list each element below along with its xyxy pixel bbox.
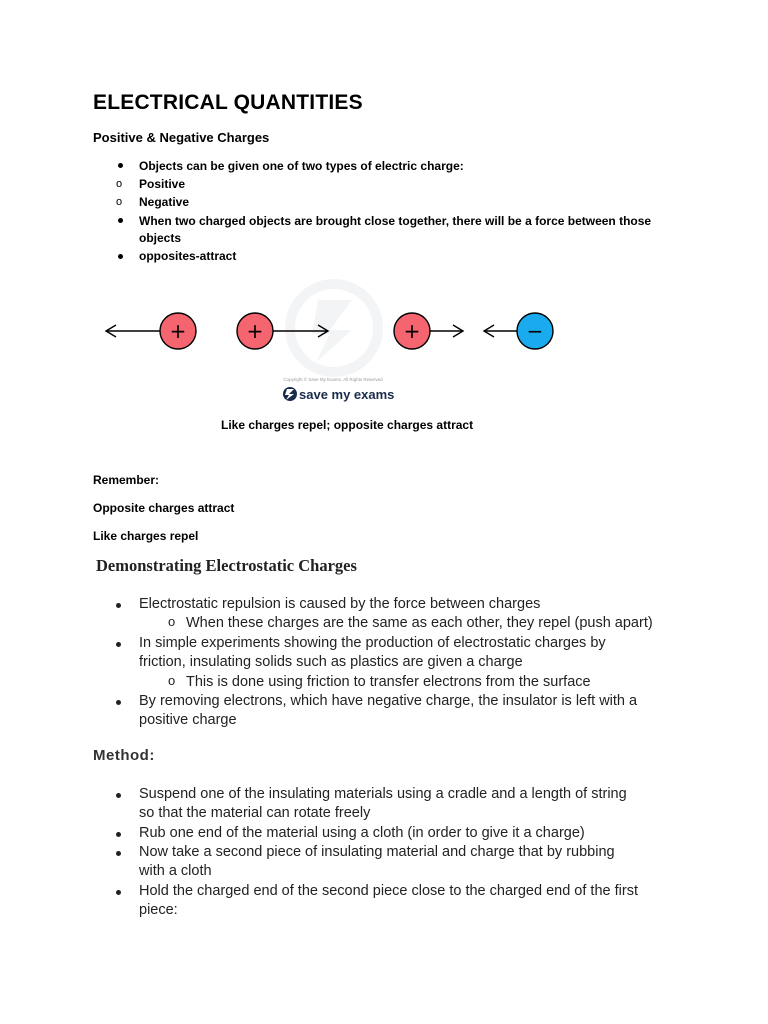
method-heading: Method: <box>93 747 155 764</box>
list-item-continuation: friction, insulating solids such as plastics are given a charge <box>139 654 523 670</box>
list-item: In simple experiments showing the production of electrostatic charges by <box>139 635 606 651</box>
bullet-dot <box>116 603 121 608</box>
list-item: When two charged objects are brought close together, there will be a force between those <box>139 214 652 228</box>
charges-diagram <box>0 0 768 420</box>
list-item: Positive <box>139 177 186 191</box>
list-item: When these charges are the same as each other, they repel (push apart) <box>186 615 653 631</box>
bullet-dot <box>116 851 121 856</box>
list-item: Negative <box>139 195 190 209</box>
save-my-exams-icon <box>283 387 297 401</box>
arrow-left-icon <box>484 325 517 337</box>
plus-sign: + <box>403 319 421 343</box>
watermark-copyright: Copyright © Save My Exams. All Rights Reserved <box>283 377 383 382</box>
watermark-brand: save my exams <box>299 387 395 402</box>
bullet-circle: o <box>116 178 123 190</box>
section-heading-charges: Positive & Negative Charges <box>93 130 270 145</box>
list-item: Electrostatic repulsion is caused by the force between charges <box>139 596 541 612</box>
minus-sign: − <box>526 319 544 343</box>
bullet-dot <box>116 793 121 798</box>
bullet-dot <box>116 832 121 837</box>
list-item-continuation: objects <box>139 231 182 245</box>
list-item: opposites-attract <box>139 249 237 263</box>
bullet-circle: o <box>168 614 176 629</box>
bullet-dot <box>116 700 121 705</box>
watermark-logo-icon <box>290 284 378 372</box>
list-item: Hold the charged end of the second piece close to the charged end of the first <box>139 883 638 899</box>
list-item: Suspend one of the insulating materials using a cradle and a length of string <box>139 786 627 802</box>
arrow-right-icon <box>430 325 463 337</box>
page-title: ELECTRICAL QUANTITIES <box>93 91 363 114</box>
list-item-continuation: positive charge <box>139 712 237 728</box>
diagram-caption: Like charges repel; opposite charges attract <box>221 418 474 432</box>
bullet-circle: o <box>168 673 176 688</box>
plus-sign: + <box>246 319 264 343</box>
list-item-continuation: with a cloth <box>139 863 212 879</box>
arrow-right-icon <box>273 325 328 337</box>
section-heading-demonstrating: Demonstrating Electrostatic Charges <box>96 556 357 575</box>
list-item-continuation: so that the material can rotate freely <box>139 805 371 821</box>
list-item: By removing electrons, which have negative charge, the insulator is left with a <box>139 693 638 709</box>
list-item: This is done using friction to transfer electrons from the surface <box>186 674 591 690</box>
list-item: Objects can be given one of two types of electric charge: <box>139 159 464 173</box>
bullet-dot <box>116 642 121 647</box>
bullet-circle: o <box>116 196 123 208</box>
remember-line-opposite: Opposite charges attract <box>93 501 235 515</box>
arrow-left-icon <box>106 325 160 337</box>
remember-line-like: Like charges repel <box>93 529 199 543</box>
bullet-dot <box>116 890 121 895</box>
list-item: Rub one end of the material using a cloth (in order to give it a charge) <box>139 825 585 841</box>
remember-label: Remember: <box>93 473 160 487</box>
list-item: Now take a second piece of insulating material and charge that by rubbing <box>139 844 615 860</box>
plus-sign: + <box>169 319 187 343</box>
list-item-continuation: piece: <box>139 902 178 918</box>
